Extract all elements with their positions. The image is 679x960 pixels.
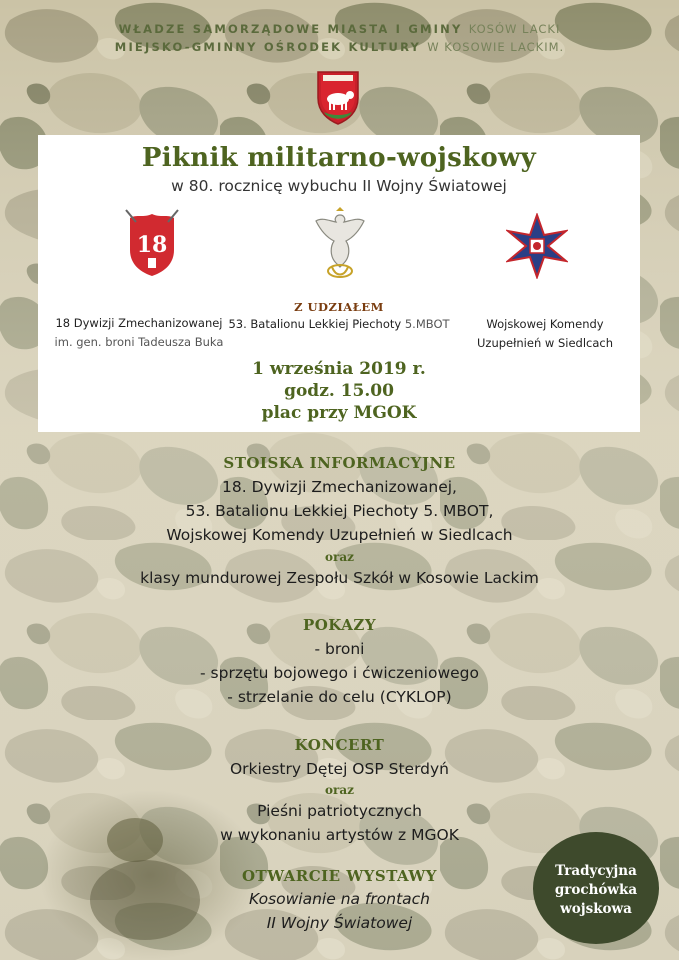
koncert-line-3: w wykonaniu artystów z MGOK [220, 826, 459, 844]
unit-53-battalion-suffix: 5.MBOT [404, 317, 450, 331]
stoiska-oraz: oraz [325, 550, 354, 564]
unit-wku-line2: Uzupełnień w Siedlcach [477, 336, 613, 350]
unit-wku-line1: Wojskowej Komendy [486, 317, 604, 331]
wystawa-line-2: II Wojny Światowej [266, 914, 413, 932]
stoiska-line-3: Wojskowej Komendy Uzupełnień w Siedlcach [166, 526, 513, 544]
stoiska-line-1: 18. Dywizji Zmechanizowanej, [222, 478, 457, 496]
organizer-line-1 [0, 22, 679, 36]
unit-18-division-patron: im. gen. broni Tadeusza Buka [54, 335, 224, 349]
pokazy-line-3: - strzelanie do celu (CYKLOP) [227, 688, 452, 706]
koncert-line-2: Pieśni patriotycznych [257, 802, 422, 820]
svg-text:18: 18 [136, 232, 168, 258]
organizer-culture-center: MIEJSKO-GMINNY OŚRODEK KULTURY [114, 40, 422, 54]
unit-wku-siedlce [450, 315, 640, 353]
unit-53-battalion [220, 315, 458, 334]
event-date: 1 września 2019 r. [252, 359, 426, 379]
unit-18-division-name: 18 Dywizji Zmechanizowanej [55, 316, 223, 330]
unit-53-battalion-name: 53. Batalionu Lekkiej Piechoty [228, 317, 402, 331]
organizer-town: KOSÓW LACKI [468, 22, 561, 36]
koncert-oraz: oraz [325, 783, 354, 797]
organizer-line-2 [0, 40, 679, 54]
event-title: Piknik militarno-wojskowy [141, 143, 537, 173]
badge-line-1: Tradycyjna [555, 863, 637, 879]
military-cross-emblem-icon [506, 213, 568, 279]
participation-label: Z UDZIAŁEM [294, 300, 384, 314]
wystawa-line-1: Kosowianie na frontach [248, 890, 431, 908]
organizer-authority: WŁADZE SAMORZĄDOWE MIASTA I GMINY [118, 22, 463, 36]
pokazy-line-1: - broni [314, 640, 365, 658]
kosow-lacki-coat-of-arms-icon [314, 68, 362, 126]
organizer-culture-town: W KOSOWIE LACKIM. [427, 40, 565, 54]
18-division-emblem-icon [122, 208, 182, 280]
stoiska-extra: klasy mundurowej Zespołu Szkół w Kosowie Lackim [140, 569, 539, 587]
stoiska-heading: STOISKA INFORMACYJNE [223, 454, 456, 472]
event-place: plac przy MGOK [261, 403, 417, 423]
koncert-heading: KONCERT [294, 736, 385, 754]
event-subtitle: w 80. rocznicę wybuchu II Wojny Światowej [171, 177, 507, 195]
eagle-infantry-emblem-icon [314, 207, 366, 283]
wystawa-heading: OTWARCIE WYSTAWY [241, 867, 437, 885]
event-time: godz. 15.00 [284, 381, 394, 401]
event-info-panel [38, 135, 640, 432]
stoiska-line-2: 53. Batalionu Lekkiej Piechoty 5. MBOT, [185, 502, 494, 520]
badge-line-3: wojskowa [560, 901, 632, 917]
pokazy-heading: POKAZY [302, 616, 377, 634]
badge-line-2: grochówka [554, 882, 638, 898]
koncert-line-1: Orkiestry Dętej OSP Sterdyń [229, 760, 450, 778]
pokazy-line-2: - sprzętu bojowego i ćwiczeniowego [200, 664, 479, 682]
unit-18-division [38, 314, 240, 352]
grochowka-badge [533, 832, 659, 944]
